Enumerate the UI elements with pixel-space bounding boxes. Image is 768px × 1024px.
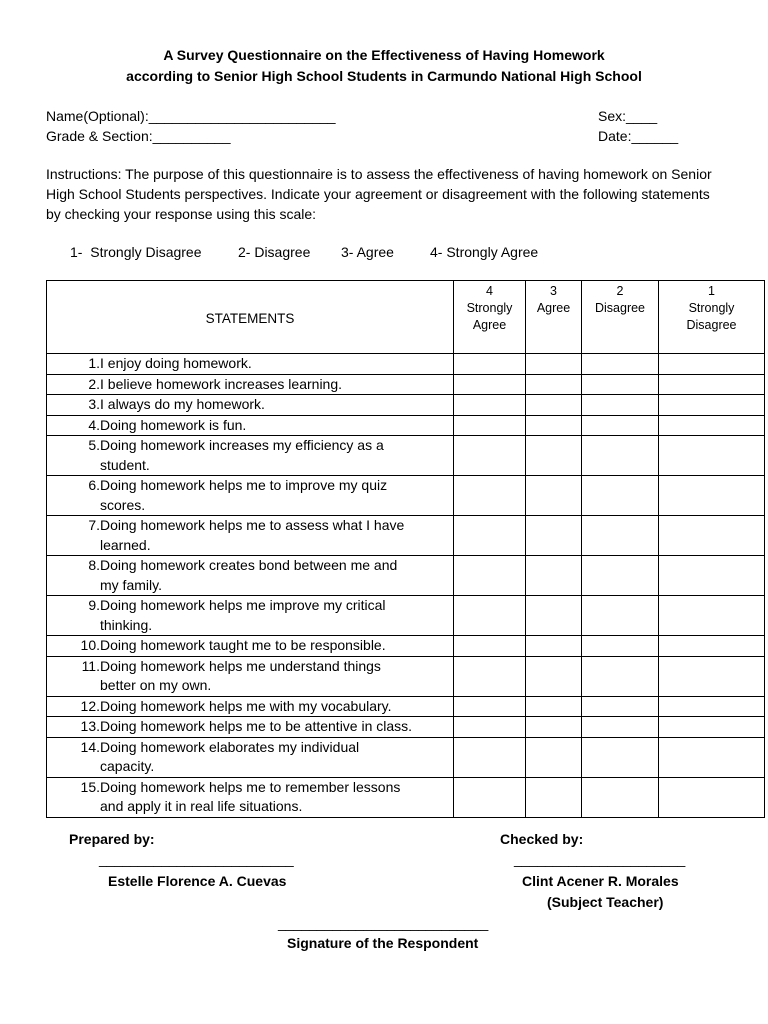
statement-number: 10. <box>80 637 100 653</box>
statement-number: 5. <box>88 437 100 453</box>
statement-cell <box>47 415 454 436</box>
response-cell-disagree[interactable] <box>582 777 659 817</box>
statement-text-line: Doing homework helps me to assess what I have <box>100 517 405 533</box>
column-number: 3 <box>550 284 557 298</box>
response-cell-strongly-agree[interactable] <box>454 696 526 717</box>
statement-row <box>47 476 765 516</box>
response-cell-disagree[interactable] <box>582 374 659 395</box>
response-cell-strongly-disagree[interactable] <box>659 737 765 777</box>
checked-signature-line[interactable]: ______________________ <box>514 851 686 867</box>
column-header-strongly-disagree <box>659 281 765 354</box>
statement-text-line: Doing homework helps me to improve my quiz <box>100 477 388 493</box>
response-cell-strongly-disagree[interactable] <box>659 636 765 657</box>
statement-row <box>47 656 765 696</box>
statement-number: 14. <box>80 738 100 755</box>
statement-row <box>47 516 765 556</box>
respondent-signature-label: Signature of the Respondent <box>287 935 479 951</box>
statement-text <box>100 738 359 777</box>
statement-row <box>47 717 765 738</box>
column-label: Strongly <box>466 301 513 315</box>
statement-text <box>100 636 386 656</box>
statement-row <box>47 696 765 717</box>
response-cell-agree[interactable] <box>526 374 582 395</box>
response-cell-disagree[interactable] <box>582 476 659 516</box>
scale-item-1: 1- Strongly Disagree <box>70 244 202 260</box>
statement-number: 12. <box>80 697 100 714</box>
sex-field[interactable]: Sex:____ <box>598 108 658 124</box>
statement-text-line: I always do my homework. <box>100 396 265 412</box>
response-cell-agree[interactable] <box>526 636 582 657</box>
statement-cell <box>47 436 454 476</box>
response-cell-strongly-disagree[interactable] <box>659 596 765 636</box>
statements-header: STATEMENTS <box>47 281 454 354</box>
response-cell-disagree[interactable] <box>582 556 659 596</box>
statement-item <box>47 717 453 737</box>
statement-row <box>47 395 765 416</box>
statement-text-line: Doing homework is fun. <box>100 416 247 433</box>
statement-item <box>47 556 453 595</box>
response-cell-disagree[interactable] <box>582 436 659 476</box>
statement-text-line: I enjoy doing homework. <box>100 355 252 371</box>
statement-item <box>47 697 453 717</box>
response-cell-strongly-disagree[interactable] <box>659 395 765 416</box>
statement-text <box>100 416 246 436</box>
name-field[interactable]: Name(Optional):________________________ <box>46 108 336 124</box>
statement-row <box>47 556 765 596</box>
statement-row <box>47 415 765 436</box>
statement-text <box>100 657 381 696</box>
statement-number: 13. <box>80 718 100 734</box>
statement-number: 8. <box>88 557 100 573</box>
response-cell-agree[interactable] <box>526 777 582 817</box>
statement-number: 9. <box>88 597 100 613</box>
statement-cell <box>47 516 454 556</box>
statement-cell <box>47 374 454 395</box>
statement-text-line: Doing homework helps me to be attentive in class. <box>100 718 413 734</box>
response-cell-strongly-disagree[interactable] <box>659 354 765 375</box>
statement-text-line: scores. <box>100 496 146 513</box>
statement-number: 3. <box>88 396 100 412</box>
title-line-2: according to Senior High School Students in Carmundo National High School <box>126 68 642 84</box>
response-cell-agree[interactable] <box>526 436 582 476</box>
table-header-row <box>47 281 765 354</box>
scale-item-3: 3- Agree <box>341 244 394 260</box>
response-cell-strongly-agree[interactable] <box>454 777 526 817</box>
response-cell-disagree[interactable] <box>582 596 659 636</box>
column-header-strongly-agree <box>454 281 526 354</box>
response-cell-agree[interactable] <box>526 696 582 717</box>
statement-item <box>47 596 453 635</box>
prepared-signature-line[interactable]: _________________________ <box>99 851 294 867</box>
statement-item <box>47 395 453 415</box>
response-cell-strongly-agree[interactable] <box>454 717 526 738</box>
statement-text <box>100 375 342 395</box>
response-cell-agree[interactable] <box>526 415 582 436</box>
statement-cell <box>47 737 454 777</box>
statement-number: 4. <box>88 416 100 433</box>
statement-item <box>47 636 453 656</box>
statement-item <box>47 354 453 374</box>
statement-cell <box>47 596 454 636</box>
column-label: Agree <box>536 301 571 315</box>
response-cell-agree[interactable] <box>526 516 582 556</box>
statement-text-line: Doing homework creates bond between me and <box>100 557 398 573</box>
statement-text-line: I believe homework increases learning. <box>100 375 343 392</box>
prepared-by-label: Prepared by: <box>69 831 155 847</box>
statement-text-line: my family. <box>100 576 162 593</box>
response-cell-disagree[interactable] <box>582 636 659 657</box>
date-field[interactable]: Date:______ <box>598 128 679 144</box>
response-cell-strongly-agree[interactable] <box>454 656 526 696</box>
response-cell-agree[interactable] <box>526 395 582 416</box>
response-cell-strongly-agree[interactable] <box>454 737 526 777</box>
statement-row <box>47 436 765 476</box>
statement-row <box>47 636 765 657</box>
response-cell-strongly-agree[interactable] <box>454 415 526 436</box>
response-cell-strongly-disagree[interactable] <box>659 556 765 596</box>
response-cell-strongly-agree[interactable] <box>454 516 526 556</box>
survey-table <box>46 280 765 818</box>
statement-text <box>100 395 265 415</box>
statement-item <box>47 738 453 777</box>
column-header-disagree <box>582 281 659 354</box>
statement-cell <box>47 476 454 516</box>
scale-item-4: 4- Strongly Agree <box>430 244 539 260</box>
statement-text-line: Doing homework helps me with my vocabulary. <box>100 697 392 714</box>
statement-text-line: and apply it in real life situations. <box>100 798 303 814</box>
response-cell-disagree[interactable] <box>582 717 659 738</box>
response-cell-agree[interactable] <box>526 354 582 375</box>
response-cell-strongly-agree[interactable] <box>454 596 526 636</box>
response-cell-strongly-disagree[interactable] <box>659 717 765 738</box>
response-cell-disagree[interactable] <box>582 737 659 777</box>
statement-text-line: Doing homework elaborates my individual <box>100 738 360 755</box>
response-cell-disagree[interactable] <box>582 656 659 696</box>
statement-item <box>47 657 453 696</box>
statement-text-line: Doing homework helps me improve my critical <box>100 597 386 613</box>
statement-item <box>47 778 453 817</box>
statement-item <box>47 416 453 436</box>
statement-cell <box>47 717 454 738</box>
statement-cell <box>47 656 454 696</box>
response-cell-strongly-disagree[interactable] <box>659 476 765 516</box>
statement-text <box>100 596 386 635</box>
response-cell-disagree[interactable] <box>582 354 659 375</box>
response-cell-strongly-disagree[interactable] <box>659 415 765 436</box>
response-cell-strongly-disagree[interactable] <box>659 777 765 817</box>
statement-row <box>47 596 765 636</box>
statement-text-line: Doing homework helps me understand things <box>100 657 381 674</box>
statement-row <box>47 737 765 777</box>
response-cell-agree[interactable] <box>526 656 582 696</box>
response-cell-strongly-disagree[interactable] <box>659 516 765 556</box>
statement-number: 7. <box>88 517 100 533</box>
statement-number: 11. <box>81 657 100 674</box>
statement-text-line: Doing homework increases my efficiency as a <box>100 437 384 453</box>
response-cell-disagree[interactable] <box>582 696 659 717</box>
checker-name: Clint Acener R. Morales <box>522 873 679 889</box>
response-cell-agree[interactable] <box>526 737 582 777</box>
statement-cell <box>47 777 454 817</box>
column-number: 1 <box>708 284 715 298</box>
statement-row <box>47 777 765 817</box>
statement-text-line: capacity. <box>100 758 155 774</box>
column-label: Agree <box>472 318 507 332</box>
statement-item <box>47 436 453 475</box>
response-cell-strongly-agree[interactable] <box>454 476 526 516</box>
statement-cell <box>47 696 454 717</box>
response-cell-agree[interactable] <box>526 717 582 738</box>
column-number: 2 <box>616 284 624 298</box>
statement-text <box>100 436 384 475</box>
statement-row <box>47 354 765 375</box>
column-number: 4 <box>486 284 493 298</box>
statement-text <box>100 556 397 595</box>
response-cell-disagree[interactable] <box>582 516 659 556</box>
response-cell-strongly-agree[interactable] <box>454 374 526 395</box>
scale-item-2: 2- Disagree <box>238 244 311 260</box>
response-cell-strongly-disagree[interactable] <box>659 696 765 717</box>
statement-number: 1. <box>88 355 100 371</box>
instructions-text: Instructions: The purpose of this questionnaire is to assess the effectiveness of having homework on Senior High School Students perspectives. Indicate your agreement or disagreement with the following statements by checking your response using this scale: <box>46 166 712 222</box>
statement-number: 15. <box>80 778 100 795</box>
statement-item <box>47 476 453 515</box>
statement-cell <box>47 354 454 375</box>
statement-text <box>100 476 387 515</box>
response-cell-strongly-disagree[interactable] <box>659 436 765 476</box>
statement-cell <box>47 395 454 416</box>
statement-item <box>47 516 453 555</box>
statement-cell <box>47 556 454 596</box>
response-cell-agree[interactable] <box>526 476 582 516</box>
statement-text-line: thinking. <box>100 616 153 633</box>
column-label: Strongly <box>688 301 735 315</box>
statement-cell <box>47 636 454 657</box>
statement-text <box>100 697 392 717</box>
survey-table-body <box>47 354 765 818</box>
response-cell-strongly-disagree[interactable] <box>659 656 765 696</box>
grade-section-field[interactable]: Grade & Section:__________ <box>46 128 231 144</box>
response-cell-disagree[interactable] <box>582 395 659 416</box>
response-cell-strongly-agree[interactable] <box>454 436 526 476</box>
respondent-signature-line[interactable]: ___________________________ <box>278 915 489 931</box>
statement-text <box>100 516 404 555</box>
response-cell-strongly-agree[interactable] <box>454 636 526 657</box>
statement-item <box>47 375 453 395</box>
statement-text-line: Doing homework taught me to be responsible. <box>100 637 386 653</box>
statement-text <box>100 778 400 817</box>
response-cell-strongly-agree[interactable] <box>454 395 526 416</box>
statement-number: 6. <box>88 477 100 493</box>
document-title <box>0 45 768 87</box>
statement-number: 2. <box>88 375 100 392</box>
statement-row <box>47 374 765 395</box>
column-label: Disagree <box>594 301 646 315</box>
column-label: Disagree <box>686 318 737 332</box>
column-header-agree <box>526 281 582 354</box>
response-cell-disagree[interactable] <box>582 415 659 436</box>
statement-text-line: student. <box>100 456 150 473</box>
response-cell-strongly-agree[interactable] <box>454 556 526 596</box>
statement-text-line: better on my own. <box>100 677 212 693</box>
response-cell-strongly-agree[interactable] <box>454 354 526 375</box>
checker-role: (Subject Teacher) <box>547 894 664 910</box>
statement-text <box>100 354 252 374</box>
response-cell-strongly-disagree[interactable] <box>659 374 765 395</box>
response-cell-agree[interactable] <box>526 556 582 596</box>
statement-text-line: Doing homework helps me to remember lessons <box>100 778 401 795</box>
title-line-1: A Survey Questionnaire on the Effectiveness of Having Homework <box>163 47 605 63</box>
response-cell-agree[interactable] <box>526 596 582 636</box>
statement-text <box>100 717 412 737</box>
preparer-name: Estelle Florence A. Cuevas <box>108 873 287 889</box>
checked-by-label: Checked by: <box>500 831 584 847</box>
statement-text-line: learned. <box>100 536 151 553</box>
